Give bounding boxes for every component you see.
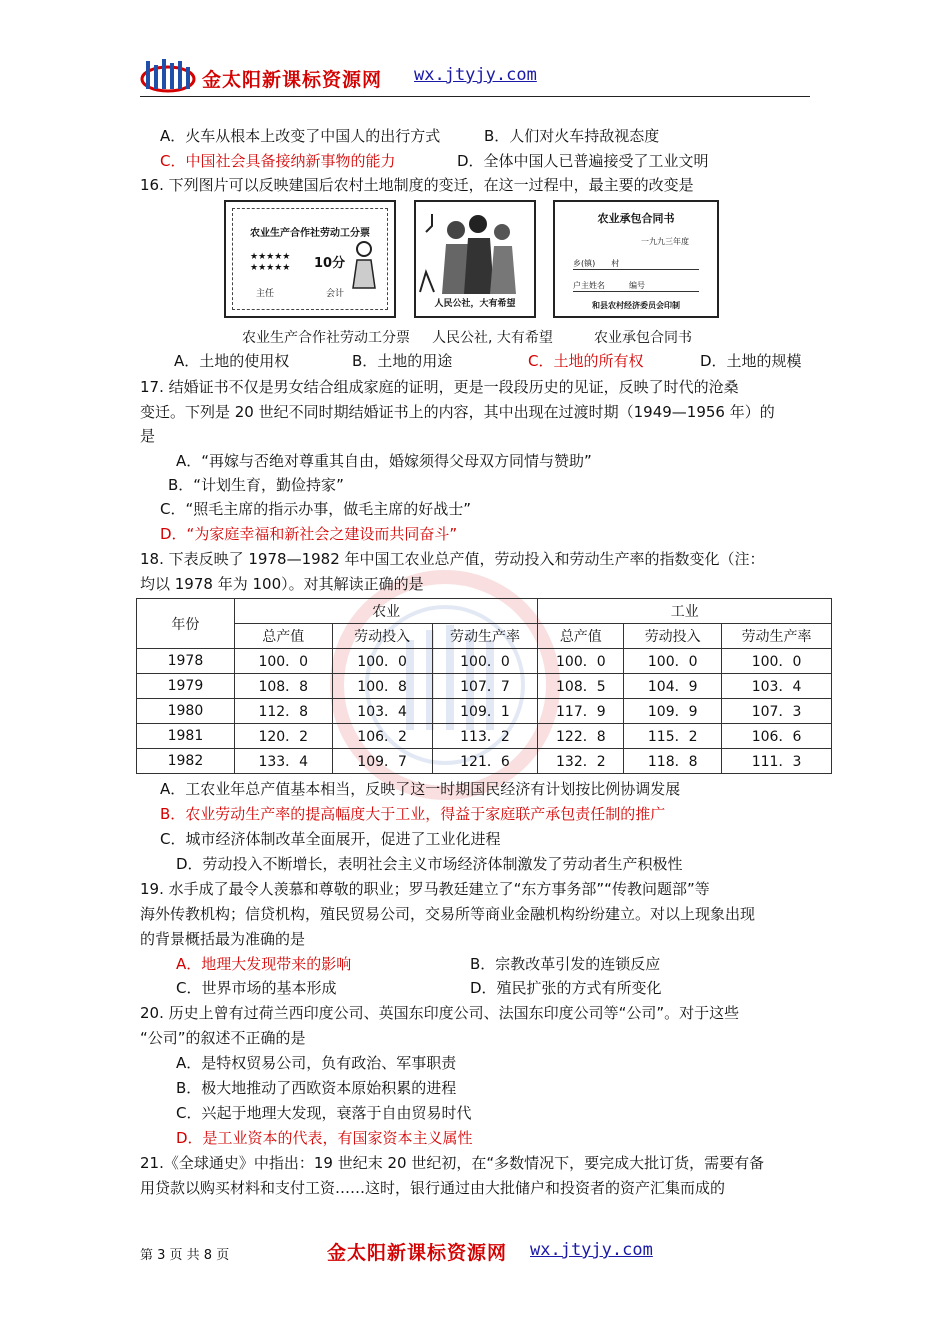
- column-header: 劳动生产率: [722, 624, 832, 649]
- contract-year: 一九九三年度: [641, 237, 689, 246]
- q20-stem-line1: 20. 历史上曾有过荷兰西印度公司、英国东印度公司、法国东印度公司等“公司”。对于这些: [140, 1004, 740, 1022]
- table-cell: 118．8: [624, 749, 722, 774]
- table-row: [137, 749, 832, 774]
- work-point-ticket-image: [224, 200, 396, 318]
- q20-option-a: A．是特权贸易公司，负有政治、军事职责: [176, 1054, 457, 1072]
- table-cell: 106．6: [722, 724, 832, 749]
- agriculture-group-header: 农业: [234, 599, 538, 624]
- ticket-stars: ★★★★★ ★★★★★: [250, 252, 291, 273]
- column-header: 劳动投入: [624, 624, 722, 649]
- contract-footer: 和县农村经济委员会印制: [592, 301, 680, 310]
- q19-stem-line3: 的背景概括最为准确的是: [140, 930, 306, 948]
- header-url-link[interactable]: wx.jtyjy.com: [414, 65, 537, 85]
- contract-document-image: [553, 200, 719, 318]
- table-cell: 112．8: [234, 699, 332, 724]
- table-cell: 100．0: [624, 649, 722, 674]
- table-cell: 1978: [137, 649, 235, 674]
- q20-stem-line2: “公司”的叙述不正确的是: [140, 1029, 306, 1047]
- q17-option-c: C．“照毛主席的指示办事，做毛主席的好战士”: [160, 500, 472, 518]
- q20-option-d: D．是工业资本的代表，有国家资本主义属性: [176, 1129, 473, 1147]
- caption-peoples-commune: 人民公社, 大有希望: [432, 330, 553, 346]
- contract-village-line: 乡(镇) 村: [573, 258, 699, 270]
- table-cell: 132．2: [538, 749, 624, 774]
- q17-stem-line1: 17. 结婚证书不仅是男女结合组成家庭的证明，更是一段段历史的见证，反映了时代的沧桑: [140, 378, 739, 396]
- q18-option-a: A．工农业年总产值基本相当，反映了这一时期国民经济有计划按比例协调发展: [160, 780, 681, 798]
- q16-option-b: B．土地的用途: [352, 352, 453, 370]
- table-cell: 100．0: [538, 649, 624, 674]
- table-cell: 100．0: [432, 649, 538, 674]
- table-cell: 122．8: [538, 724, 624, 749]
- table-cell: 103．4: [722, 674, 832, 699]
- commune-figures-icon: [416, 202, 534, 294]
- q18-option-c: C．城市经济体制改革全面展开，促进了工业化进程: [160, 830, 501, 848]
- table-cell: 113．2: [432, 724, 538, 749]
- farmer-figure-icon: [348, 240, 380, 290]
- table-header-row: [137, 599, 832, 624]
- contract-household-line: 户主姓名 编号: [573, 280, 699, 292]
- footer-url-link[interactable]: wx.jtyjy.com: [530, 1240, 653, 1260]
- header-divider: [140, 96, 810, 97]
- table-cell: 106．2: [332, 724, 432, 749]
- page-number: 第 3 页 共 8 页: [140, 1248, 230, 1263]
- productivity-index-table: [136, 598, 832, 774]
- ticket-sign-right: 会计: [326, 289, 345, 299]
- table-cell: 133．4: [234, 749, 332, 774]
- q17-stem-line2: 变迁。下列是 20 世纪不同时期结婚证书上的内容，其中出现在过渡时期（1949—1956 年）的: [140, 403, 775, 421]
- table-cell: 117．9: [538, 699, 624, 724]
- ticket-sign-left: 主任: [256, 289, 275, 299]
- q18-option-b: B．农业劳动生产率的提高幅度大于工业，得益于家庭联产承包责任制的推广: [160, 805, 666, 823]
- q18-option-d: D．劳动投入不断增长，表明社会主义市场经济体制激发了劳动者生产积极性: [176, 855, 683, 873]
- table-cell: 109．7: [332, 749, 432, 774]
- table-row: [137, 724, 832, 749]
- caption-work-point-ticket: 农业生产合作社劳动工分票: [242, 330, 410, 346]
- table-cell: 108．5: [538, 674, 624, 699]
- table-cell: 108．8: [234, 674, 332, 699]
- q16-option-d: D．土地的规模: [700, 352, 802, 370]
- q17-stem-line3: 是: [140, 427, 156, 445]
- table-cell: 109．9: [624, 699, 722, 724]
- table-cell: 100．0: [722, 649, 832, 674]
- q15-option-b: B．人们对火车持敌视态度: [484, 127, 660, 145]
- q18-stem-line2: 均以 1978 年为 100）。对其解读正确的是: [140, 575, 424, 593]
- q17-option-b: B．“计划生育，勤俭持家”: [168, 476, 344, 494]
- table-cell: 121．6: [432, 749, 538, 774]
- ticket-title: 农业生产合作社劳动工分票: [250, 228, 370, 239]
- table-cell: 100．8: [332, 674, 432, 699]
- table-row: [137, 649, 832, 674]
- table-cell: 107．3: [722, 699, 832, 724]
- contract-title: 农业承包合同书: [597, 212, 675, 225]
- q19-option-c: C．世界市场的基本形成: [176, 979, 337, 997]
- table-subheader-row: [137, 624, 832, 649]
- industry-group-header: 工业: [538, 599, 832, 624]
- q20-option-b: B．极大地推动了西欧资本原始积累的进程: [176, 1079, 457, 1097]
- table-cell: 111．3: [722, 749, 832, 774]
- q19-option-d: D．殖民扩张的方式有所变化: [470, 979, 662, 997]
- caption-contract: 农业承包合同书: [594, 330, 692, 346]
- q20-option-c: C．兴起于地理大发现，衰落于自由贸易时代: [176, 1104, 472, 1122]
- table-cell: 1981: [137, 724, 235, 749]
- table-row: [137, 699, 832, 724]
- q19-option-a: A．地理大发现带来的影响: [176, 955, 352, 973]
- table-cell: 1980: [137, 699, 235, 724]
- ticket-value: 10分: [314, 256, 346, 271]
- table-row: [137, 674, 832, 699]
- page-header: [140, 55, 810, 99]
- table-cell: 109．1: [432, 699, 538, 724]
- year-column-header: 年份: [137, 599, 235, 649]
- column-header: 劳动投入: [332, 624, 432, 649]
- q17-option-d: D．“为家庭幸福和新社会之建设而共同奋斗”: [160, 525, 458, 543]
- q18-stem-line1: 18. 下表反映了 1978—1982 年中国工农业总产值，劳动投入和劳动生产率的指数变化（注：: [140, 550, 765, 568]
- table-cell: 103．4: [332, 699, 432, 724]
- table-cell: 100．0: [234, 649, 332, 674]
- q21-stem-line1: 21.《全球通史》中指出：19 世纪末 20 世纪初，在“多数情况下，要完成大批订货，需要有备: [140, 1154, 765, 1172]
- table-cell: 115．2: [624, 724, 722, 749]
- table-cell: 120．2: [234, 724, 332, 749]
- table-cell: 100．0: [332, 649, 432, 674]
- q19-stem-line2: 海外传教机构；信贷机构，殖民贸易公司，交易所等商业金融机构纷纷建立。对以上现象出现: [140, 905, 756, 923]
- table-cell: 107．7: [432, 674, 538, 699]
- table-cell: 1979: [137, 674, 235, 699]
- q16-option-a: A．土地的使用权: [174, 352, 290, 370]
- header-brand: 金太阳新课标资源网: [202, 69, 383, 91]
- commune-slogan: 人民公社，大有希望: [434, 299, 516, 309]
- q16-option-c: C．土地的所有权: [528, 352, 644, 370]
- q19-option-b: B．宗教改革引发的连锁反应: [470, 955, 661, 973]
- table-cell: 104．9: [624, 674, 722, 699]
- q21-stem-line2: 用贷款以购买材料和支付工资……这时，银行通过由大批储户和投资者的资产汇集而成的: [140, 1179, 726, 1197]
- q16-stem: 16. 下列图片可以反映建国后农村土地制度的变迁，在这一过程中，最主要的改变是: [140, 176, 694, 194]
- column-header: 总产值: [234, 624, 332, 649]
- footer-brand: 金太阳新课标资源网: [327, 1242, 508, 1264]
- q15-option-a: A．火车从根本上改变了中国人的出行方式: [160, 127, 441, 145]
- column-header: 劳动生产率: [432, 624, 538, 649]
- q17-option-a: A．“再嫁与否绝对尊重其自由，婚嫁须得父母双方同情与赞助”: [176, 452, 592, 470]
- q15-option-d: D．全体中国人已普遍接受了工业文明: [457, 152, 709, 170]
- table-cell: 1982: [137, 749, 235, 774]
- column-header: 总产值: [538, 624, 624, 649]
- q19-stem-line1: 19. 水手成了最令人羡慕和尊敬的职业；罗马教廷建立了“东方事务部”“传教问题部”等: [140, 880, 710, 898]
- peoples-commune-image: [414, 200, 536, 318]
- logo-icon: [140, 55, 196, 95]
- q15-option-c: C．中国社会具备接纳新事物的能力: [160, 152, 396, 170]
